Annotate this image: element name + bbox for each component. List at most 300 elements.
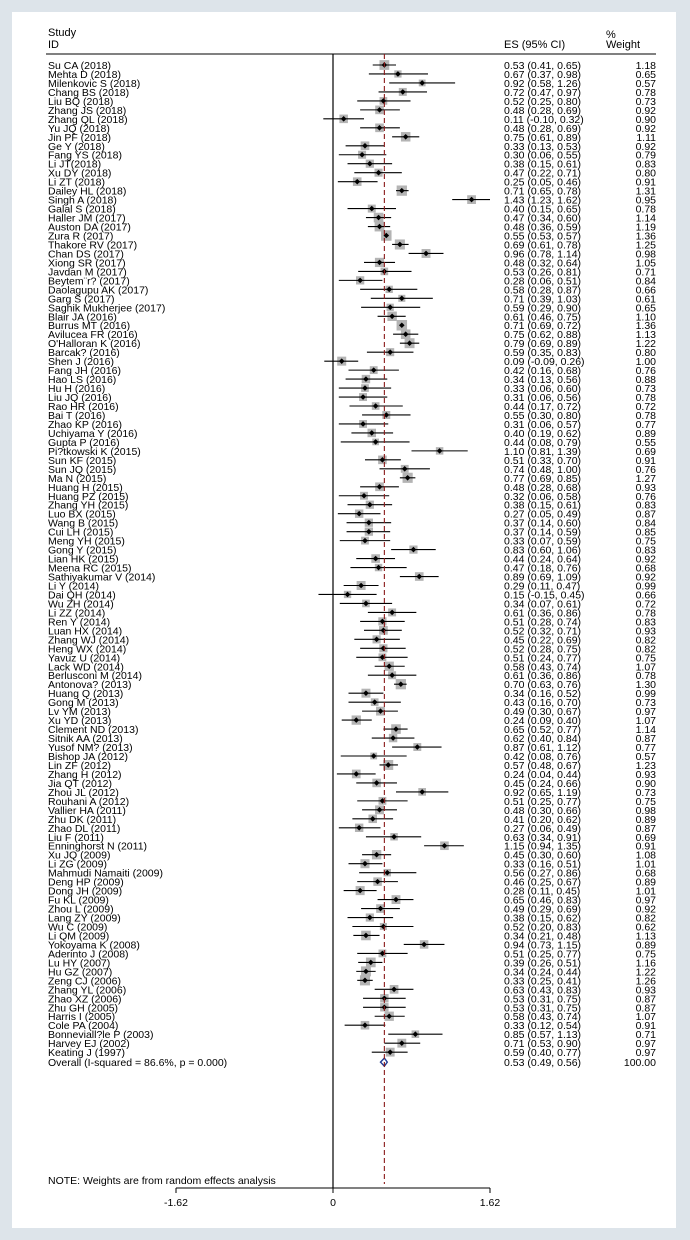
weight-value: 1.07: [635, 1011, 656, 1024]
es-ci-value: 0.77 (0.69, 0.85): [504, 472, 582, 485]
es-ci-value: 0.27 (0.06, 0.49): [504, 822, 582, 835]
weight-value: 0.90: [635, 777, 656, 790]
study-label: Ma N (2015): [48, 472, 107, 485]
es-ci-value: 0.47 (0.18, 0.76): [504, 562, 582, 575]
overall-weight: 100.00: [623, 1057, 656, 1070]
es-ci-value: 0.32 (0.06, 0.58): [504, 490, 582, 503]
study-label: Keating J (1997): [48, 1047, 126, 1060]
weight-value: 0.84: [635, 275, 656, 288]
weight-value: 0.89: [635, 813, 656, 826]
weight-value: 1.00: [635, 356, 656, 369]
study-label: Deng HP (2009): [48, 876, 124, 889]
study-label: Cole PA (2004): [48, 1020, 119, 1033]
weight-value: 0.93: [635, 768, 656, 781]
weight-value: 0.57: [635, 77, 656, 90]
weight-value: 1.13: [635, 329, 656, 342]
weight-value: 1.18: [635, 60, 656, 72]
es-ci-value: 0.28 (0.06, 0.51): [504, 275, 582, 288]
es-ci-value: 0.34 (0.16, 0.52): [504, 688, 582, 701]
study-label: Fang JH (2016): [48, 365, 121, 378]
weight-value: 0.73: [635, 697, 656, 710]
study-label: Rao HR (2016): [48, 401, 119, 414]
study-label: Xiong SR (2017): [48, 257, 126, 270]
weight-value: 1.01: [635, 885, 656, 898]
es-ci-value: 0.52 (0.20, 0.83): [504, 921, 582, 934]
study-label: Liu JQ (2016): [48, 392, 112, 405]
study-label: Blair JA (2016): [48, 311, 117, 324]
weight-value: 0.77: [635, 742, 656, 755]
es-ci-value: 0.57 (0.48, 0.67): [504, 759, 582, 772]
es-ci-value: 0.38 (0.15, 0.61): [504, 158, 582, 171]
es-ci-value: 0.42 (0.08, 0.76): [504, 750, 582, 763]
es-ci-value: 0.65 (0.46, 0.83): [504, 894, 582, 907]
es-ci-value: 0.56 (0.27, 0.86): [504, 867, 582, 880]
weight-value: 1.14: [635, 724, 656, 737]
study-label: Zhang QL (2018): [48, 113, 128, 126]
x-axis: [164, 54, 500, 1209]
es-ci-value: 0.33 (0.13, 0.53): [504, 140, 582, 153]
es-ci-value: 0.39 (0.26, 0.51): [504, 957, 582, 970]
study-label: Lu HY (2007): [48, 957, 111, 970]
es-ci-value: 0.49 (0.29, 0.69): [504, 903, 582, 916]
es-ci-value: 0.48 (0.28, 0.69): [504, 104, 582, 117]
weight-value: 1.01: [635, 858, 656, 871]
study-label: Antonova? (2013): [48, 679, 132, 692]
weight-value: 0.90: [635, 113, 656, 126]
es-ci-value: 0.61 (0.46, 0.75): [504, 311, 582, 324]
study-label: Jin PF (2018): [48, 131, 112, 144]
weight-value: 0.93: [635, 625, 656, 638]
es-ci-value: 0.55 (0.53, 0.57): [504, 230, 582, 243]
weight-value: 0.72: [635, 401, 656, 414]
study-label: Singh A (2018): [48, 194, 117, 207]
es-ci-value: 0.59 (0.40, 0.77): [504, 1047, 582, 1060]
es-ci-value: 0.55 (0.30, 0.80): [504, 409, 582, 422]
weight-value: 1.25: [635, 239, 656, 252]
es-ci-value: 0.11 (-0.10, 0.32): [504, 113, 584, 126]
es-ci-value: 0.63 (0.43, 0.83): [504, 984, 582, 997]
es-ci-value: 0.15 (-0.15, 0.45): [504, 589, 585, 602]
weight-value: 0.89: [635, 939, 656, 952]
es-ci-value: 0.65 (0.52, 0.77): [504, 724, 582, 737]
study-label: Lang ZY (2009): [48, 912, 121, 925]
study-label: Su CA (2018): [48, 60, 112, 72]
es-ci-value: 0.33 (0.06, 0.60): [504, 383, 582, 396]
overall-es-ci: 0.53 (0.49, 0.56): [504, 1057, 582, 1070]
es-ci-value: 0.61 (0.36, 0.86): [504, 607, 582, 620]
header-weight-pct: %: [606, 29, 616, 41]
overall-row: [48, 1057, 656, 1069]
es-ci-value: 0.53 (0.26, 0.81): [504, 266, 582, 279]
es-ci-value: 0.44 (0.08, 0.79): [504, 436, 582, 449]
weight-value: 0.89: [635, 427, 656, 440]
study-label: Gong M (2013): [48, 697, 119, 710]
es-ci-value: 0.58 (0.28, 0.87): [504, 284, 582, 297]
es-ci-value: 0.92 (0.65, 1.19): [504, 786, 582, 799]
study-label: Liu BQ (2018): [48, 95, 114, 108]
study-label: Javdan M (2017): [48, 266, 127, 279]
weight-value: 1.31: [635, 185, 656, 198]
es-ci-value: 0.30 (0.06, 0.55): [504, 149, 582, 162]
study-label: Sun KF (2015): [48, 454, 117, 467]
es-ci-value: 0.33 (0.25, 0.41): [504, 975, 582, 988]
es-ci-value: 0.52 (0.32, 0.71): [504, 625, 582, 638]
weight-value: 0.92: [635, 104, 656, 117]
study-label: Saghik Mukherjee (2017): [48, 302, 166, 315]
es-ci-value: 0.48 (0.28, 0.68): [504, 481, 582, 494]
weight-value: 0.92: [635, 553, 656, 566]
es-ci-value: 0.72 (0.47, 0.97): [504, 86, 582, 99]
weight-value: 1.23: [635, 759, 656, 772]
weight-value: 0.75: [635, 948, 656, 961]
es-ci-value: 0.59 (0.35, 0.83): [504, 347, 582, 360]
weight-value: 0.95: [635, 194, 656, 207]
weight-value: 0.83: [635, 544, 656, 557]
study-label: Zhang YH (2015): [48, 499, 129, 512]
es-ci-value: 0.45 (0.30, 0.60): [504, 849, 582, 862]
es-ci-value: 0.45 (0.22, 0.69): [504, 634, 582, 647]
study-label: Zhao DL (2011): [48, 822, 121, 835]
study-label: Haller JM (2017): [48, 212, 126, 225]
es-ci-value: 0.59 (0.29, 0.90): [504, 302, 582, 315]
es-ci-value: 0.38 (0.15, 0.62): [504, 912, 582, 925]
es-ci-value: 1.43 (1.23, 1.62): [504, 194, 582, 207]
weight-value: 0.75: [635, 652, 656, 665]
weight-value: 1.22: [635, 338, 656, 351]
weight-value: 0.87: [635, 508, 656, 521]
study-label: Thakore RV (2017): [48, 239, 138, 252]
es-ci-value: 0.67 (0.37, 0.98): [504, 68, 582, 81]
weight-value: 0.69: [635, 831, 656, 844]
weight-value: 0.97: [635, 894, 656, 907]
weight-value: 0.78: [635, 203, 656, 216]
weight-value: 0.78: [635, 409, 656, 422]
weight-value: 0.75: [635, 535, 656, 548]
study-label: Huang PZ (2015): [48, 490, 129, 503]
weight-value: 0.62: [635, 921, 656, 934]
study-label: Lv YM (2013): [48, 706, 111, 719]
study-label: Huang Q (2013): [48, 688, 124, 701]
study-label: Berlusconi M (2014): [48, 670, 142, 683]
es-ci-value: 0.48 (0.30, 0.66): [504, 804, 582, 817]
es-ci-value: 0.40 (0.19, 0.62): [504, 427, 582, 440]
study-label: Wu ZH (2014): [48, 598, 114, 611]
x-tick-label: 0: [330, 1197, 336, 1209]
study-label: Yokoyama K (2008): [48, 939, 140, 952]
es-ci-value: 0.34 (0.24, 0.44): [504, 966, 582, 979]
es-ci-value: 0.63 (0.34, 0.91): [504, 831, 582, 844]
weight-value: 0.68: [635, 562, 656, 575]
es-ci-value: 1.15 (0.94, 1.35): [504, 840, 582, 853]
es-ci-value: 0.27 (0.05, 0.49): [504, 508, 582, 521]
weight-value: 0.87: [635, 1002, 656, 1015]
study-label: Yu JQ (2018): [48, 122, 110, 135]
study-label: Harvey EJ (2002): [48, 1038, 130, 1051]
es-ci-value: 0.53 (0.41, 0.65): [504, 60, 582, 72]
study-rows: [48, 60, 656, 1059]
study-label: Zhang WJ (2014): [48, 634, 130, 647]
weight-value: 0.91: [635, 840, 656, 853]
weight-value: 0.83: [635, 158, 656, 171]
es-ci-value: 0.89 (0.69, 1.09): [504, 571, 582, 584]
study-label: Zhou L (2009): [48, 903, 114, 916]
study-label: Rouhani A (2012): [48, 795, 130, 808]
study-label: Avilucea FR (2016): [48, 329, 138, 342]
es-ci-value: 0.51 (0.24, 0.77): [504, 652, 582, 665]
weight-value: 0.73: [635, 383, 656, 396]
study-label: Chang BS (2018): [48, 86, 130, 99]
es-ci-value: 0.75 (0.62, 0.88): [504, 329, 582, 342]
weight-value: 0.84: [635, 517, 656, 530]
es-ci-value: 0.24 (0.09, 0.40): [504, 715, 582, 728]
es-ci-value: 0.51 (0.25, 0.77): [504, 948, 582, 961]
study-label: Beytem¨r? (2017): [48, 275, 130, 288]
weight-value: 0.82: [635, 634, 656, 647]
weight-value: 0.99: [635, 688, 656, 701]
weight-value: 0.69: [635, 445, 656, 458]
es-ci-value: 0.28 (0.11, 0.45): [504, 885, 581, 898]
study-label: Heng WX (2014): [48, 643, 127, 656]
es-ci-value: 0.48 (0.36, 0.59): [504, 221, 582, 234]
es-ci-value: 0.43 (0.16, 0.70): [504, 697, 582, 710]
es-ci-value: 0.33 (0.12, 0.54): [504, 1020, 582, 1033]
study-label: Sun JQ (2015): [48, 463, 117, 476]
es-ci-value: 0.44 (0.24, 0.64): [504, 553, 582, 566]
weight-value: 0.85: [635, 526, 656, 539]
weight-value: 0.80: [635, 347, 656, 360]
weight-value: 0.83: [635, 499, 656, 512]
study-label: Gong Y (2015): [48, 544, 117, 557]
header-study: Study: [48, 27, 77, 39]
weight-value: 0.97: [635, 1047, 656, 1060]
es-ci-value: 0.44 (0.17, 0.72): [504, 401, 582, 414]
weight-value: 1.10: [635, 311, 656, 324]
weight-value: 0.92: [635, 571, 656, 584]
study-label: Ren Y (2014): [48, 616, 111, 629]
x-tick-label: -1.62: [164, 1197, 188, 1209]
study-label: Li QM (2009): [48, 930, 110, 943]
header-es: ES (95% CI): [504, 39, 566, 51]
es-ci-value: 0.42 (0.16, 0.68): [504, 365, 582, 378]
header: [48, 27, 640, 51]
es-ci-value: 0.92 (0.58, 1.26): [504, 77, 582, 90]
es-ci-value: 0.25 (0.05, 0.46): [504, 176, 582, 189]
study-label: Zhao XZ (2006): [48, 993, 122, 1006]
study-label: Liu F (2011): [48, 831, 104, 844]
es-ci-value: 0.40 (0.15, 0.65): [504, 203, 582, 216]
weight-value: 0.88: [635, 374, 656, 387]
study-label: Xu YD (2013): [48, 715, 112, 728]
study-label: Sathiyakumar V (2014): [48, 571, 156, 584]
es-ci-value: 0.29 (0.11, 0.47): [504, 580, 581, 593]
weight-value: 0.92: [635, 122, 656, 135]
weight-value: 0.92: [635, 903, 656, 916]
es-ci-value: 0.49 (0.30, 0.67): [504, 706, 582, 719]
study-label: Zeng CJ (2006): [48, 975, 121, 988]
weight-value: 0.98: [635, 804, 656, 817]
study-label: Luan HX (2014): [48, 625, 123, 638]
weight-value: 0.66: [635, 589, 656, 602]
weight-value: 0.91: [635, 176, 656, 189]
weight-value: 0.97: [635, 1038, 656, 1051]
es-ci-value: 0.48 (0.28, 0.69): [504, 122, 582, 135]
weight-value: 0.83: [635, 616, 656, 629]
weight-value: 0.77: [635, 418, 656, 431]
study-label: Cui LH (2015): [48, 526, 114, 539]
es-ci-value: 0.47 (0.22, 0.71): [504, 167, 582, 180]
study-label: Wang B (2015): [48, 517, 119, 530]
study-label: Galal S (2018): [48, 203, 116, 216]
es-ci-value: 0.58 (0.43, 0.74): [504, 661, 582, 674]
es-ci-value: 0.71 (0.39, 1.03): [504, 293, 582, 306]
es-ci-value: 0.58 (0.43, 0.74): [504, 1011, 582, 1024]
study-label: Zhou JL (2012): [48, 786, 119, 799]
weight-value: 0.76: [635, 463, 656, 476]
study-label: Dailey HL (2018): [48, 185, 127, 198]
es-ci-value: 0.34 (0.13, 0.56): [504, 374, 582, 387]
es-ci-value: 0.51 (0.28, 0.74): [504, 616, 582, 629]
study-label: Jia QT (2012): [48, 777, 112, 790]
forest-plot: [12, 12, 676, 1228]
study-label: Li ZG (2009): [48, 858, 107, 871]
study-label: Bishop JA (2012): [48, 750, 128, 763]
weight-value: 0.78: [635, 670, 656, 683]
study-label: Zhang JS (2018): [48, 104, 127, 117]
weight-value: 0.79: [635, 149, 656, 162]
study-label: Li Y (2014): [48, 580, 99, 593]
weight-value: 0.91: [635, 454, 656, 467]
study-label: Auston DA (2017): [48, 221, 131, 234]
study-label: Li JT(2018): [48, 158, 102, 171]
study-label: Fu KL (2009): [48, 894, 109, 907]
weight-value: 0.87: [635, 822, 656, 835]
study-label: Aderinto J (2008): [48, 948, 129, 961]
weight-value: 0.57: [635, 750, 656, 763]
weight-value: 1.11: [636, 131, 656, 144]
es-ci-value: 0.79 (0.69, 0.89): [504, 338, 582, 351]
es-ci-value: 0.61 (0.36, 0.86): [504, 670, 582, 683]
es-ci-value: 0.46 (0.25, 0.67): [504, 876, 582, 889]
weight-value: 0.65: [635, 68, 656, 81]
study-label: Fang YS (2018): [48, 149, 122, 162]
weight-value: 0.65: [635, 302, 656, 315]
study-label: Gupta P (2016): [48, 436, 120, 449]
es-ci-value: 0.47 (0.34, 0.60): [504, 212, 582, 225]
study-label: Meng YH (2015): [48, 535, 125, 548]
es-ci-value: 0.31 (0.06, 0.57): [504, 418, 582, 431]
weight-value: 1.16: [635, 957, 656, 970]
study-label: Zura R (2017): [48, 230, 114, 243]
study-label: Zhu GH (2005): [48, 1002, 119, 1015]
es-ci-value: 0.34 (0.21, 0.48): [504, 930, 582, 943]
study-label: Hu H (2016): [48, 383, 106, 396]
study-label: Lack WD (2014): [48, 661, 124, 674]
chart-frame: [12, 12, 676, 1228]
weight-value: 0.68: [635, 867, 656, 880]
es-ci-value: 0.74 (0.48, 1.00): [504, 463, 582, 476]
study-label: Milenkovic S (2018): [48, 77, 141, 90]
weight-value: 1.22: [635, 966, 656, 979]
study-label: Burrus MT (2016): [48, 320, 131, 333]
study-label: Clement ND (2013): [48, 724, 139, 737]
study-label: Li ZZ (2014): [48, 607, 106, 620]
weight-value: 0.87: [635, 733, 656, 746]
study-label: Vallier HA (2011): [48, 804, 126, 817]
weight-value: 0.71: [635, 266, 656, 279]
study-label: Yavuz U (2014): [48, 652, 121, 665]
study-label: Lian HK (2015): [48, 553, 119, 566]
study-label: Xu DY (2018): [48, 167, 112, 180]
weight-value: 1.27: [635, 472, 656, 485]
weight-value: 0.98: [635, 248, 656, 261]
study-label: Chan DS (2017): [48, 248, 124, 261]
study-label: Pi?tkowski K (2015): [48, 445, 141, 458]
es-ci-value: 0.09 (-0.09, 0.26): [504, 356, 585, 369]
study-label: Zhu DK (2011): [48, 813, 117, 826]
study-label: Harris I (2005): [48, 1011, 116, 1024]
weight-value: 1.07: [635, 661, 656, 674]
weight-value: 0.82: [635, 912, 656, 925]
weight-value: 1.26: [635, 975, 656, 988]
study-label: Luo BX (2015): [48, 508, 116, 521]
es-ci-value: 0.94 (0.73, 1.15): [504, 939, 582, 952]
weight-value: 0.91: [635, 1020, 656, 1033]
study-label: Lin ZF (2012): [48, 759, 112, 772]
study-label: Meena RC (2015): [48, 562, 132, 575]
weight-value: 1.05: [635, 257, 656, 270]
header-weight: Weight: [606, 39, 641, 51]
header-id: ID: [48, 39, 59, 51]
es-ci-value: 0.53 (0.31, 0.75): [504, 993, 582, 1006]
weight-value: 1.13: [635, 930, 656, 943]
study-label: Dong JH (2009): [48, 885, 123, 898]
study-label: Zhao KP (2016): [48, 418, 122, 431]
weight-value: 0.71: [635, 1029, 656, 1042]
study-label: Dai QH (2014): [48, 589, 116, 602]
weight-value: 0.73: [635, 786, 656, 799]
es-ci-value: 0.33 (0.16, 0.51): [504, 858, 582, 871]
study-label: Huang H (2015): [48, 481, 123, 494]
weight-value: 1.30: [635, 679, 656, 692]
es-ci-value: 0.85 (0.57, 1.13): [504, 1029, 582, 1042]
study-label: O'Halloran K (2016): [48, 338, 141, 351]
study-label: Mahmudi Namaiti (2009): [48, 867, 163, 880]
weight-value: 0.82: [635, 643, 656, 656]
weight-value: 0.76: [635, 365, 656, 378]
weight-value: 0.76: [635, 490, 656, 503]
es-ci-value: 0.71 (0.69, 0.72): [504, 320, 582, 333]
es-ci-value: 0.52 (0.28, 0.75): [504, 643, 582, 656]
es-ci-value: 0.51 (0.33, 0.70): [504, 454, 582, 467]
weight-value: 0.75: [635, 795, 656, 808]
es-ci-value: 0.96 (0.78, 1.14): [504, 248, 582, 261]
weight-value: 0.89: [635, 876, 656, 889]
study-label: Yusof NM? (2013): [48, 742, 133, 755]
weight-value: 0.55: [635, 436, 656, 449]
es-ci-value: 0.38 (0.15, 0.61): [504, 499, 582, 512]
weight-value: 0.80: [635, 167, 656, 180]
es-ci-value: 1.10 (0.81, 1.39): [504, 445, 582, 458]
es-ci-value: 0.52 (0.25, 0.80): [504, 95, 582, 108]
weight-value: 0.61: [635, 293, 656, 306]
study-label: Zhang YL (2006): [48, 984, 127, 997]
study-label: Sitnik AA (2013): [48, 733, 123, 746]
study-label: Mehta D (2018): [48, 68, 121, 81]
study-label: Shen J (2016): [48, 356, 114, 369]
x-tick-label: 1.62: [479, 1197, 501, 1209]
study-label: Barcak? (2016): [48, 347, 120, 360]
weight-value: 0.72: [635, 598, 656, 611]
